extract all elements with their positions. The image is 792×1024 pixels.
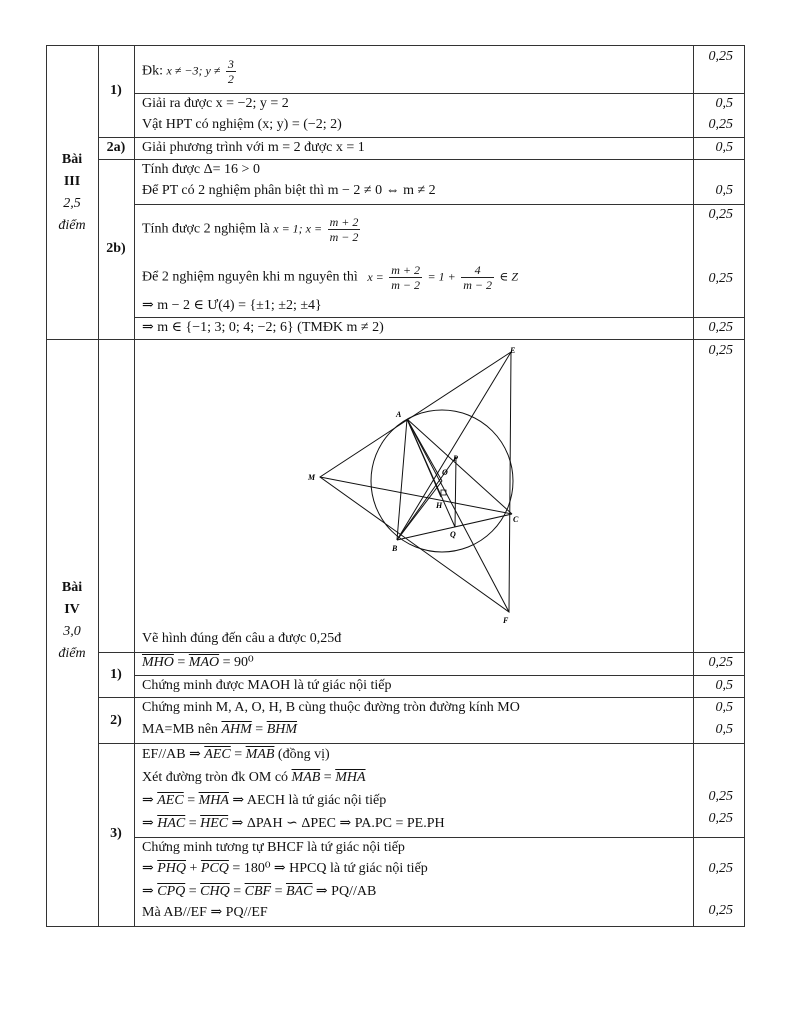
column-divider <box>134 45 135 927</box>
segment-pq <box>455 457 456 527</box>
score: 0,5 <box>715 183 733 198</box>
score: 0,5 <box>715 700 733 715</box>
bai3-part1-condition: Đk: x ≠ −3; y ≠ $\frac{3}{2}$ <box>142 57 234 86</box>
bai3-part1-line2: Giải ra được x = −2; y = 2 <box>142 96 289 111</box>
column-divider <box>98 45 99 927</box>
column-divider <box>693 45 694 927</box>
score: 0,25 <box>708 320 733 335</box>
bai4-part3-line3: ⇒ $\overline{AEC} = \overline{MHA}$ ⇒ AECH là tứ giác nội tiếp <box>142 793 387 808</box>
score: 0,25 <box>708 861 733 876</box>
bai4-part1-line2: Chứng minh được MAOH là tứ giác nội tiếp <box>142 678 392 693</box>
bai4-part1-line1: $\overline{MHO} = \overline{MAO} = 90^0$ <box>142 655 254 670</box>
bai3-title: Bài <box>61 152 83 167</box>
bai3-header <box>46 149 98 237</box>
bai4-part3-label: 3) <box>110 826 122 841</box>
row-divider <box>46 339 745 340</box>
point-b-label: B <box>392 544 398 553</box>
score: 0,25 <box>708 789 733 804</box>
bai3-part1-line3: Vật HPT có nghiệm (x; y) = (−2; 2) <box>142 117 342 132</box>
bai4-part3-line1: EF//AB ⇒ $\overline{AEC} = \overline{MAB}$ (đồng vị) <box>142 747 330 762</box>
point-p-label: P <box>453 454 458 463</box>
score: 0,25 <box>708 117 733 132</box>
score: 0,25 <box>708 811 733 826</box>
point-q-label: Q <box>450 530 456 539</box>
point-o-label: O <box>442 468 448 477</box>
bai3-points: 2,5 <box>63 196 81 211</box>
score: 0,5 <box>715 96 733 111</box>
score: 0,25 <box>708 271 733 286</box>
point-c-label: C <box>513 515 519 524</box>
row-divider <box>134 204 745 205</box>
score: 0,25 <box>708 343 733 358</box>
bai3-part2b-line6: ⇒ m ∈ {−1; 3; 0; 4; −2; 6} (TMĐK m ≠ 2) <box>142 320 384 335</box>
bai3-part2b-line2: Để PT có 2 nghiệm phân biệt thì m − 2 ≠ 0 ⇔ m ≠ 2 <box>142 183 436 198</box>
bai4-roman: IV <box>64 602 80 617</box>
bai4-part3-line8: Mà AB//EF ⇒ PQ//EF <box>142 905 268 920</box>
point-a-label: A <box>396 410 402 419</box>
triangle-mef <box>320 352 511 612</box>
bai4-part2-line1: Chứng minh M, A, O, H, B cùng thuộc đường tròn đường kính MO <box>142 700 520 715</box>
score: 0,5 <box>715 722 733 737</box>
score: 0,25 <box>708 903 733 918</box>
row-divider <box>98 743 745 744</box>
fraction: $\frac{m + 2}{m - 2}$ <box>329 215 359 244</box>
bai3-unit: điểm <box>58 218 86 233</box>
point-f-label: F <box>503 616 509 625</box>
bai4-title: Bài <box>61 580 83 595</box>
bai4-part3-line5: Chứng minh tương tự BHCF là tứ giác nội tiếp <box>142 840 405 855</box>
fraction: $\frac{3}{2}$ <box>227 57 234 86</box>
bai4-part3-line7: ⇒ $\overline{CPQ} = \overline{CHQ} = \overline{CBF} = \overline{BAC}$ ⇒ PQ//AB <box>142 884 377 899</box>
figure-caption: Vẽ hình đúng đến câu a được 0,25đ <box>142 631 342 646</box>
bai4-part2-label: 2) <box>110 713 122 728</box>
segment-eb <box>397 352 511 540</box>
bai3-part2a-line: Giải phương trình với m = 2 được x = 1 <box>142 140 365 155</box>
row-divider <box>46 926 745 927</box>
bai3-part1-label: 1) <box>110 83 122 98</box>
bai4-part2-line2: MA=MB nên $\overline{AHM} = \overline{BHM}$ <box>142 722 298 737</box>
segment-ab <box>397 419 407 540</box>
bai3-part2b-line4: Để 2 nghiệm nguyên khi m nguyên thì x = $\frac{m + 2}{m - 2}$ = 1 + $\frac{4}{m - 2}$ ∈ Z <box>142 263 519 292</box>
score: 0,25 <box>708 207 733 222</box>
point-h-label: H <box>436 501 443 510</box>
segment-ac <box>407 419 512 514</box>
bai4-header <box>46 577 98 665</box>
bai4-points: 3,0 <box>63 624 81 639</box>
segment-fa <box>407 419 509 612</box>
fraction: $\frac{m + 2}{m - 2}$ <box>391 263 421 292</box>
point-e-label: E <box>510 347 516 355</box>
score: 0,25 <box>708 655 733 670</box>
bai3-part2b-line3: Tính được 2 nghiệm là x = 1; x = $\frac{m + 2}{m - 2}$ <box>142 215 359 244</box>
fraction: $\frac{4}{m - 2}$ <box>463 263 492 292</box>
bai4-part3-line6: ⇒ $\overline{PHQ} + \overline{PCQ} = 180^0$ ⇒ HPCQ là tứ giác nội tiếp <box>142 861 428 876</box>
segment-ah <box>407 419 441 497</box>
score: 0,5 <box>715 140 733 155</box>
bai4-unit: điểm <box>58 646 86 661</box>
bai3-roman: III <box>63 174 81 189</box>
answer-table <box>46 45 745 927</box>
bai3-part2b-label: 2b) <box>106 241 126 256</box>
bai4-part3-line2: Xét đường tròn đk OM có $\overline{MAB} = \overline{MHA}$ <box>142 770 366 785</box>
bai4-part1-label: 1) <box>110 667 122 682</box>
row-divider <box>46 45 745 46</box>
table-border-right <box>744 45 745 927</box>
score: 0,5 <box>715 678 733 693</box>
point-m-label: M <box>308 473 316 482</box>
bai4-part3-line4: ⇒ $\overline{HAC} = \overline{HEC}$ ⇒ ΔPAH ∽ ΔPEC ⇒ PA.PC = PE.PH <box>142 816 445 831</box>
score: 0,25 <box>708 49 733 64</box>
bai3-part2b-line5: ⇒ m − 2 ∈ Ư(4) = {±1; ±2; ±4} <box>142 298 322 313</box>
bai3-part2a-label: 2a) <box>106 140 126 155</box>
geometry-figure <box>301 347 531 627</box>
bai3-part2b-line1: Tính được Δ= 16 > 0 <box>142 162 260 177</box>
